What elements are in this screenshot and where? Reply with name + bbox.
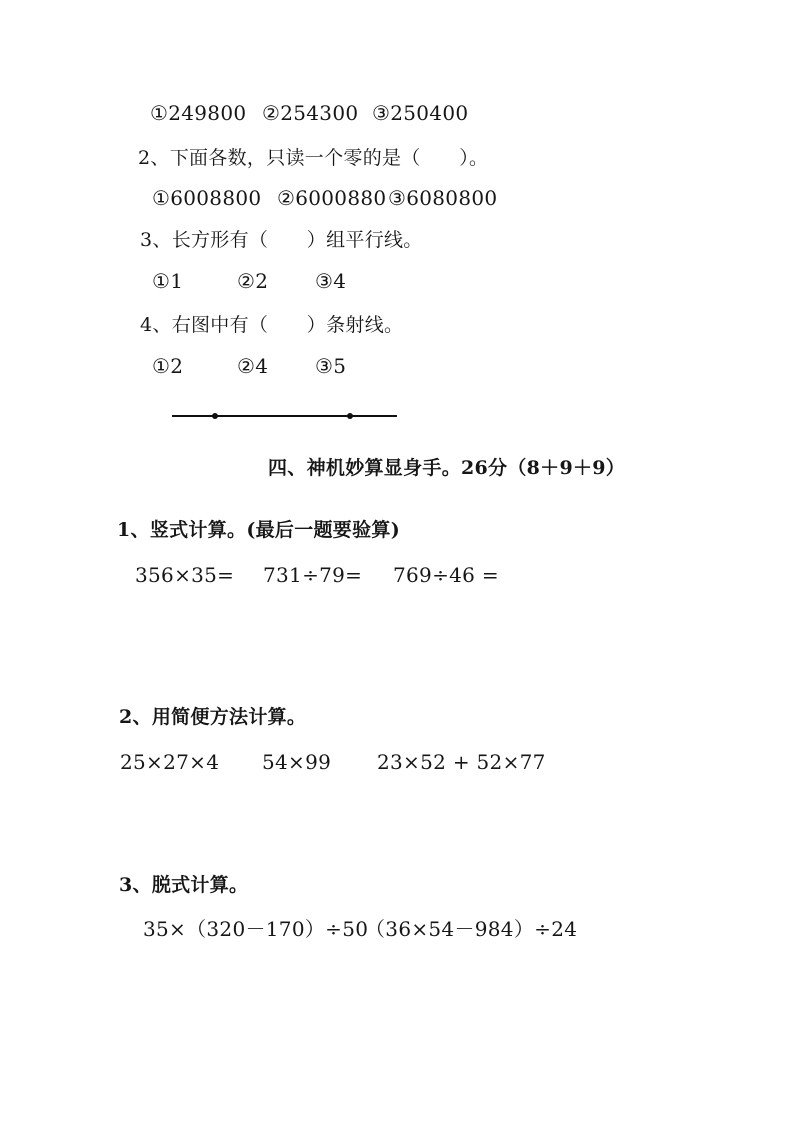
part3-problem-2: （36×54－984）÷24	[365, 917, 578, 941]
part1-problem-1: 356×35=	[135, 563, 235, 587]
part2-problem-1: 25×27×4	[120, 750, 220, 774]
q1-option-2: ②254300	[262, 101, 359, 125]
q3-option-3: ③4	[315, 269, 347, 293]
q4-stem: 4、右图中有（ ）条射线。	[140, 314, 404, 336]
part1-title: 1、竖式计算。(最后一题要验算)	[117, 519, 401, 541]
q4-option-3: ③5	[315, 354, 347, 378]
part2-problem-3: 23×52 + 52×77	[377, 750, 546, 774]
part1-problem-3: 769÷46 =	[393, 563, 499, 587]
q1-option-1: ①249800	[150, 101, 247, 125]
part3-problem-1: 35×（320－170）÷50	[143, 917, 369, 941]
q3-option-2: ②2	[237, 269, 269, 293]
q2-option-3: ③6080800	[388, 186, 498, 210]
line-point-left	[212, 413, 218, 419]
q3-option-1: ①1	[152, 269, 184, 293]
line-point-right	[347, 413, 353, 419]
part1-problem-2: 731÷79=	[263, 563, 363, 587]
part2-title: 2、用简便方法计算。	[119, 706, 307, 728]
q2-option-2: ②6000880	[277, 186, 387, 210]
q3-stem: 3、长方形有（ ）组平行线。	[140, 229, 423, 251]
q1-option-3: ③250400	[372, 101, 469, 125]
part2-problem-2: 54×99	[262, 750, 332, 774]
q4-option-2: ②4	[237, 354, 269, 378]
section-four-heading: 四、神机妙算显身手。26分（8＋9＋9）	[268, 457, 626, 479]
part3-title: 3、脱式计算。	[119, 874, 249, 896]
q4-option-1: ①2	[152, 354, 184, 378]
line-segment-figure	[172, 415, 397, 417]
q2-stem: 2、下面各数，只读一个零的是（ ）。	[138, 147, 489, 169]
q2-option-1: ①6008800	[152, 186, 262, 210]
